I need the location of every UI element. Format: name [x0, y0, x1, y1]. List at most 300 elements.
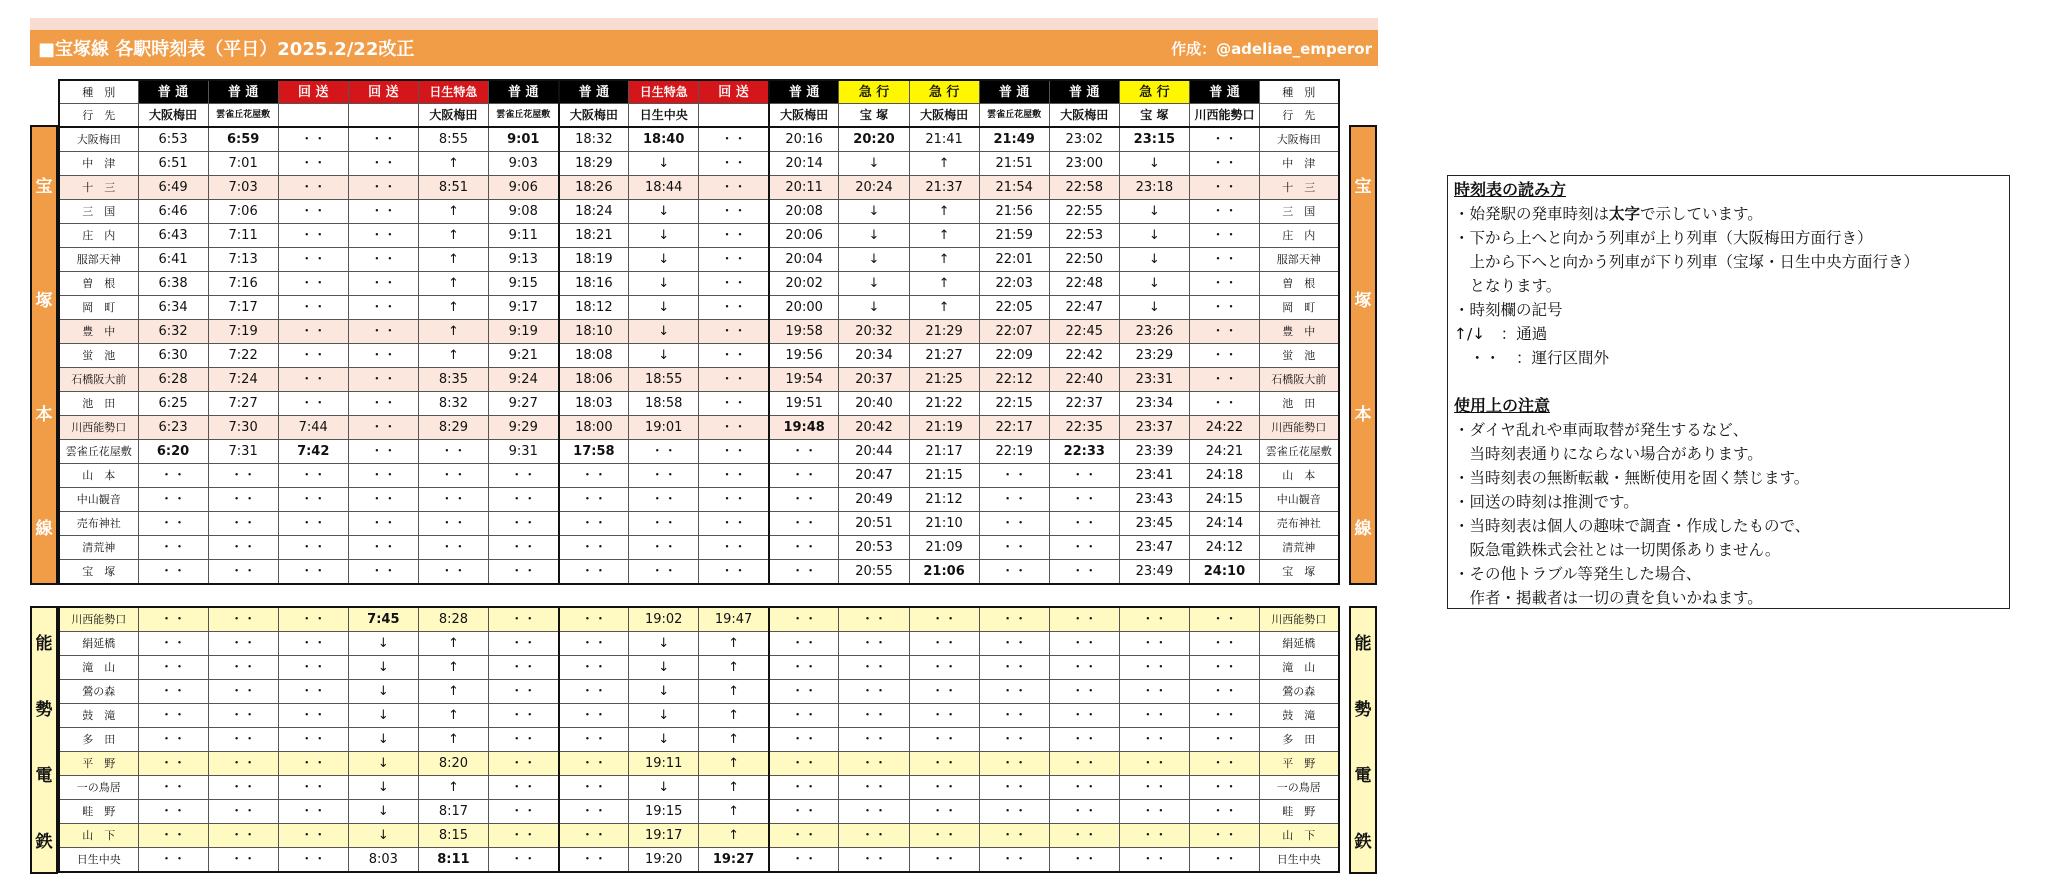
table-row [59, 800, 1339, 824]
time-cell: ・・ [418, 536, 488, 560]
time-cell: ・・ [1189, 607, 1259, 632]
station-name: 服部天神 [59, 248, 138, 272]
station-name: 十 三 [1260, 176, 1339, 200]
nose-line-side-label-right [1349, 606, 1377, 874]
time-cell: 24:12 [1189, 536, 1259, 560]
time-cell: 23:31 [1119, 368, 1189, 392]
time-cell: ・・ [1049, 704, 1119, 728]
time-cell: ・・ [909, 704, 979, 728]
side-char: 塚 [1354, 290, 1372, 311]
time-cell: ・・ [1049, 560, 1119, 585]
station-name: 雲雀丘花屋敷 [1260, 440, 1339, 464]
notes-line: ・ダイヤ乱れや車両取替が発生するなど、 [1454, 421, 1749, 439]
time-cell: 8:17 [418, 800, 488, 824]
time-cell: 19:11 [629, 752, 699, 776]
time-cell: ・・ [839, 632, 909, 656]
notes-text: で示しています。 [1640, 205, 1763, 223]
time-cell: 8:28 [418, 607, 488, 632]
station-name: 日生中央 [59, 848, 138, 873]
station-name: 曽 根 [59, 272, 138, 296]
time-cell: ・・ [909, 848, 979, 873]
time-cell: ・・ [909, 752, 979, 776]
train-destination: 大阪梅田 [909, 104, 979, 128]
time-cell: ・・ [699, 440, 769, 464]
notes-line: ・回送の時刻は推測です。 [1454, 493, 1639, 511]
station-name: 売布神社 [1260, 512, 1339, 536]
train-type-kaisou: 回 送 [278, 80, 348, 104]
time-cell: ・・ [1119, 824, 1189, 848]
time-cell: 20:34 [839, 344, 909, 368]
time-cell: ・・ [1189, 200, 1259, 224]
time-cell: ↓ [839, 152, 909, 176]
train-type-futsu: 普 通 [1049, 80, 1119, 104]
time-cell: ・・ [1119, 776, 1189, 800]
time-cell: ・・ [1189, 680, 1259, 704]
time-cell: ・・ [208, 824, 278, 848]
time-cell: ・・ [629, 440, 699, 464]
station-name: 鼓 滝 [59, 704, 138, 728]
station-name: 中 津 [59, 152, 138, 176]
time-cell: ・・ [699, 416, 769, 440]
station-name: 川西能勢口 [1260, 607, 1339, 632]
train-destination: 大阪梅田 [559, 104, 629, 128]
time-cell: ・・ [138, 512, 208, 536]
time-cell: ↑ [909, 200, 979, 224]
time-cell: 6:43 [138, 224, 208, 248]
time-cell: 8:55 [418, 127, 488, 152]
time-cell: ・・ [979, 488, 1049, 512]
time-cell: ・・ [348, 127, 418, 152]
time-cell: ↑ [418, 704, 488, 728]
time-cell: ・・ [348, 152, 418, 176]
time-cell: ・・ [699, 488, 769, 512]
time-cell: 21:17 [909, 440, 979, 464]
station-name: 川西能勢口 [1260, 416, 1339, 440]
table-row [59, 848, 1339, 873]
side-char: 能 [35, 633, 53, 654]
side-char: 宝 [35, 176, 53, 197]
time-cell: 7:42 [278, 440, 348, 464]
time-cell: ・・ [418, 488, 488, 512]
table-row [59, 127, 1339, 152]
time-cell: ↑ [909, 248, 979, 272]
time-cell: ・・ [488, 632, 558, 656]
time-cell: ・・ [979, 560, 1049, 585]
time-cell: ↓ [839, 296, 909, 320]
time-cell: ・・ [699, 272, 769, 296]
time-cell: ・・ [1049, 536, 1119, 560]
time-cell: 22:07 [979, 320, 1049, 344]
time-cell: ・・ [208, 607, 278, 632]
time-cell: ・・ [278, 512, 348, 536]
time-cell: 21:22 [909, 392, 979, 416]
time-cell: ・・ [488, 536, 558, 560]
time-cell: ・・ [138, 752, 208, 776]
notes-line: ・・ ：運行区間外 [1454, 349, 1610, 367]
time-cell: ・・ [629, 560, 699, 585]
station-name: 豊 中 [59, 320, 138, 344]
time-cell: ↓ [348, 824, 418, 848]
time-cell: 8:51 [418, 176, 488, 200]
time-cell: 24:22 [1189, 416, 1259, 440]
time-cell: 18:08 [559, 344, 629, 368]
time-cell: ・・ [629, 536, 699, 560]
time-cell: ・・ [418, 560, 488, 585]
time-cell: ・・ [559, 656, 629, 680]
side-char: 鉄 [35, 831, 53, 852]
time-cell: 22:48 [1049, 272, 1119, 296]
time-cell: ・・ [909, 824, 979, 848]
time-cell: 23:34 [1119, 392, 1189, 416]
time-cell: ・・ [1189, 296, 1259, 320]
time-cell: ・・ [559, 776, 629, 800]
time-cell: ・・ [278, 176, 348, 200]
time-cell: ・・ [629, 512, 699, 536]
station-name: 庄 内 [59, 224, 138, 248]
time-cell: ・・ [418, 512, 488, 536]
station-name: 山 下 [1260, 824, 1339, 848]
time-cell: 9:29 [488, 416, 558, 440]
time-cell: ・・ [769, 680, 839, 704]
time-cell: ・・ [208, 776, 278, 800]
time-cell: 18:40 [629, 127, 699, 152]
time-cell: 22:42 [1049, 344, 1119, 368]
notes-bold-text: 太字 [1609, 205, 1641, 223]
time-cell: ・・ [488, 752, 558, 776]
notes-spacer [1454, 370, 2003, 394]
time-cell: ↑ [909, 152, 979, 176]
notes-line [1454, 202, 2003, 226]
train-destination: 大阪梅田 [138, 104, 208, 128]
station-name: 畦 野 [59, 800, 138, 824]
time-cell: 20:02 [769, 272, 839, 296]
time-cell: ・・ [278, 200, 348, 224]
train-type-futsu: 普 通 [138, 80, 208, 104]
time-cell: ・・ [769, 560, 839, 585]
time-cell: 7:24 [208, 368, 278, 392]
time-cell: 21:59 [979, 224, 1049, 248]
train-type-kaisou: 回 送 [699, 80, 769, 104]
train-type-futsu: 普 通 [559, 80, 629, 104]
time-cell: ・・ [278, 824, 348, 848]
time-cell: ・・ [208, 488, 278, 512]
time-cell: 19:17 [629, 824, 699, 848]
time-cell: 9:13 [488, 248, 558, 272]
time-cell: ・・ [979, 800, 1049, 824]
train-type-nissei: 日生特急 [629, 80, 699, 104]
time-cell: ・・ [278, 632, 348, 656]
time-cell: 20:14 [769, 152, 839, 176]
station-name: 山 本 [1260, 464, 1339, 488]
time-cell: 19:47 [699, 607, 769, 632]
time-cell: ・・ [488, 512, 558, 536]
time-cell: ・・ [488, 848, 558, 873]
time-cell: ・・ [1119, 680, 1189, 704]
time-cell: ・・ [208, 464, 278, 488]
time-cell: ・・ [559, 632, 629, 656]
type-label: 種 別 [1260, 80, 1339, 104]
notes-line: ↑/↓ ：通過 [1454, 325, 1548, 343]
time-cell: 18:32 [559, 127, 629, 152]
time-cell: ↓ [629, 152, 699, 176]
train-destination: 宝 塚 [839, 104, 909, 128]
station-name: 滝 山 [1260, 656, 1339, 680]
time-cell: ・・ [348, 176, 418, 200]
time-cell: ↑ [418, 152, 488, 176]
train-type-kyuko: 急 行 [839, 80, 909, 104]
time-cell: ・・ [1049, 680, 1119, 704]
time-cell: 6:25 [138, 392, 208, 416]
time-cell: ・・ [769, 440, 839, 464]
notes-box [1447, 175, 2010, 609]
time-cell: 8:32 [418, 392, 488, 416]
time-cell: 23:18 [1119, 176, 1189, 200]
time-cell: 22:55 [1049, 200, 1119, 224]
time-cell: ↓ [348, 728, 418, 752]
time-cell: ↑ [699, 728, 769, 752]
time-cell: ・・ [1049, 512, 1119, 536]
time-cell: ・・ [208, 656, 278, 680]
time-cell: ・・ [138, 560, 208, 585]
side-char: 本 [35, 404, 53, 425]
takarazuka-line-timetable [58, 79, 1340, 585]
time-cell: 23:29 [1119, 344, 1189, 368]
station-name: 三 国 [59, 200, 138, 224]
time-cell: 21:06 [909, 560, 979, 585]
time-cell: 20:42 [839, 416, 909, 440]
time-cell: ・・ [278, 800, 348, 824]
time-cell: 22:33 [1049, 440, 1119, 464]
notes-text: ・始発駅の発車時刻は [1454, 205, 1610, 223]
time-cell: ・・ [979, 752, 1049, 776]
time-cell: 9:17 [488, 296, 558, 320]
time-cell: ・・ [699, 176, 769, 200]
time-cell: 18:44 [629, 176, 699, 200]
time-cell: ・・ [1189, 272, 1259, 296]
time-cell: ・・ [1119, 848, 1189, 873]
time-cell: ・・ [1119, 728, 1189, 752]
time-cell: ・・ [839, 704, 909, 728]
dest-label: 行 先 [1260, 104, 1339, 128]
table-row [59, 176, 1339, 200]
time-cell: ・・ [909, 776, 979, 800]
time-cell: ・・ [138, 824, 208, 848]
time-cell: ・・ [769, 632, 839, 656]
table-row [59, 272, 1339, 296]
time-cell: 6:46 [138, 200, 208, 224]
notes-line: 作者・掲載者は一切の責を負いかねます。 [1454, 589, 1763, 607]
time-cell: ・・ [979, 680, 1049, 704]
time-cell: ↓ [839, 272, 909, 296]
time-cell: 20:49 [839, 488, 909, 512]
time-cell: 23:49 [1119, 560, 1189, 585]
time-cell: ↓ [629, 632, 699, 656]
time-cell: 23:00 [1049, 152, 1119, 176]
time-cell: ・・ [1189, 824, 1259, 848]
time-cell: ・・ [348, 512, 418, 536]
time-cell: ・・ [769, 536, 839, 560]
time-cell: 6:38 [138, 272, 208, 296]
time-cell: 6:23 [138, 416, 208, 440]
time-cell: ・・ [559, 536, 629, 560]
station-name: 中 津 [1260, 152, 1339, 176]
time-cell: ・・ [769, 752, 839, 776]
time-cell: 20:20 [839, 127, 909, 152]
time-cell: ・・ [138, 800, 208, 824]
time-cell: ・・ [348, 224, 418, 248]
time-cell: ・・ [138, 632, 208, 656]
time-cell: 6:41 [138, 248, 208, 272]
station-name: 滝 山 [59, 656, 138, 680]
time-cell: ・・ [1189, 632, 1259, 656]
table-row [59, 776, 1339, 800]
station-name: 絹延橋 [1260, 632, 1339, 656]
station-name: 平 野 [59, 752, 138, 776]
time-cell: 6:53 [138, 127, 208, 152]
time-cell: 22:12 [979, 368, 1049, 392]
time-cell: ・・ [348, 248, 418, 272]
time-cell: ・・ [488, 607, 558, 632]
table-row [59, 824, 1339, 848]
time-cell: ・・ [348, 368, 418, 392]
time-cell: ↑ [909, 272, 979, 296]
time-cell: 21:56 [979, 200, 1049, 224]
title-bar [30, 30, 1378, 66]
station-name: 一の鳥居 [59, 776, 138, 800]
time-cell: ・・ [278, 392, 348, 416]
time-cell: ・・ [278, 704, 348, 728]
time-cell: 8:20 [418, 752, 488, 776]
time-cell: 18:00 [559, 416, 629, 440]
time-cell: ・・ [769, 704, 839, 728]
time-cell: 18:06 [559, 368, 629, 392]
type-label: 種 別 [59, 80, 138, 104]
time-cell: 9:08 [488, 200, 558, 224]
table-row [59, 607, 1339, 632]
time-cell: 22:03 [979, 272, 1049, 296]
time-cell: ・・ [559, 848, 629, 873]
time-cell: ・・ [348, 536, 418, 560]
time-cell: ・・ [699, 512, 769, 536]
time-cell: ・・ [1189, 152, 1259, 176]
time-cell: ・・ [1049, 607, 1119, 632]
side-char: 能 [1354, 633, 1372, 654]
table-row [59, 728, 1339, 752]
station-name: 清荒神 [59, 536, 138, 560]
time-cell: ・・ [769, 824, 839, 848]
time-cell: ・・ [348, 440, 418, 464]
time-cell: ・・ [769, 488, 839, 512]
time-cell: ・・ [138, 607, 208, 632]
time-cell: ・・ [208, 704, 278, 728]
time-cell: ・・ [1189, 800, 1259, 824]
station-name: 山 下 [59, 824, 138, 848]
time-cell: ・・ [138, 656, 208, 680]
time-cell: 18:12 [559, 296, 629, 320]
time-cell: ・・ [699, 536, 769, 560]
time-cell: ・・ [979, 632, 1049, 656]
time-cell: ↓ [629, 296, 699, 320]
station-name: 石橋阪大前 [1260, 368, 1339, 392]
notes-line: 当時刻表通りにならない場合があります。 [1454, 445, 1763, 463]
time-cell: 23:43 [1119, 488, 1189, 512]
time-cell: ・・ [348, 344, 418, 368]
station-name: 平 野 [1260, 752, 1339, 776]
side-char: 勢 [35, 699, 53, 720]
time-cell: ↓ [629, 704, 699, 728]
time-cell: ・・ [278, 127, 348, 152]
time-cell: 9:27 [488, 392, 558, 416]
time-cell: 7:13 [208, 248, 278, 272]
train-type-futsu: 普 通 [769, 80, 839, 104]
time-cell: ・・ [138, 848, 208, 873]
time-cell: 22:47 [1049, 296, 1119, 320]
time-cell: 7:27 [208, 392, 278, 416]
table-row [59, 248, 1339, 272]
time-cell: ・・ [488, 776, 558, 800]
time-cell: ・・ [769, 607, 839, 632]
time-cell: 23:41 [1119, 464, 1189, 488]
time-cell: ・・ [348, 272, 418, 296]
time-cell: ・・ [1189, 248, 1259, 272]
station-name: 多 田 [1260, 728, 1339, 752]
table-row [59, 392, 1339, 416]
main-line-side-label-right [1349, 125, 1377, 585]
time-cell: ・・ [979, 656, 1049, 680]
time-cell: 22:50 [1049, 248, 1119, 272]
time-cell: ・・ [1049, 752, 1119, 776]
time-cell: ・・ [1189, 776, 1259, 800]
train-type-futsu: 普 通 [488, 80, 558, 104]
notes-line: 上から下へと向かう列車が下り列車（宝塚・日生中央方面行き） [1454, 253, 1920, 271]
time-cell: ・・ [909, 656, 979, 680]
time-cell: 23:26 [1119, 320, 1189, 344]
time-cell: ・・ [138, 776, 208, 800]
time-cell: 19:56 [769, 344, 839, 368]
time-cell: 22:09 [979, 344, 1049, 368]
time-cell: ・・ [909, 800, 979, 824]
time-cell: ・・ [1049, 848, 1119, 873]
time-cell: ・・ [1119, 752, 1189, 776]
time-cell: 7:31 [208, 440, 278, 464]
time-cell: ↓ [1119, 152, 1189, 176]
station-name: 雲雀丘花屋敷 [59, 440, 138, 464]
time-cell: 7:19 [208, 320, 278, 344]
time-cell: ・・ [1189, 368, 1259, 392]
time-cell: ・・ [278, 656, 348, 680]
time-cell: ・・ [699, 248, 769, 272]
time-cell: 20:44 [839, 440, 909, 464]
station-name: 川西能勢口 [59, 607, 138, 632]
time-cell: 20:16 [769, 127, 839, 152]
station-name: 多 田 [59, 728, 138, 752]
time-cell: ↑ [418, 224, 488, 248]
time-cell: ・・ [559, 464, 629, 488]
table-row [59, 752, 1339, 776]
side-char: 勢 [1354, 699, 1372, 720]
time-cell: ・・ [278, 560, 348, 585]
time-cell: 19:48 [769, 416, 839, 440]
time-cell: 19:58 [769, 320, 839, 344]
station-name: 宝 塚 [59, 560, 138, 585]
notes-heading-reading: 時刻表の読み方 [1454, 180, 1567, 199]
time-cell: ・・ [278, 320, 348, 344]
time-cell: ・・ [979, 776, 1049, 800]
time-cell: ・・ [909, 728, 979, 752]
time-cell: 7:17 [208, 296, 278, 320]
time-cell: ・・ [559, 607, 629, 632]
time-cell: 19:27 [699, 848, 769, 873]
